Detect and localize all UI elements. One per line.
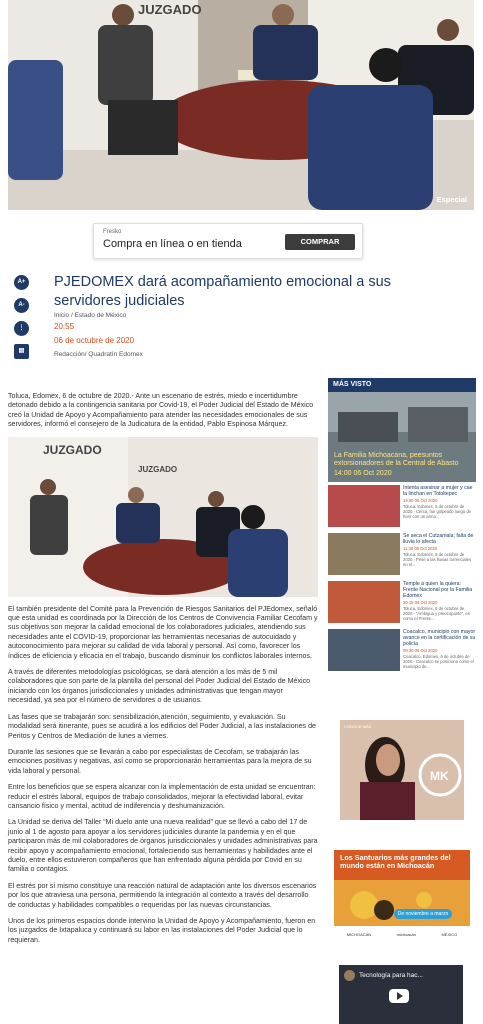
channel-avatar (344, 970, 355, 981)
ad-text: Compra en línea o en tienda (103, 238, 242, 250)
hero-sign: JUZGADO (138, 2, 202, 17)
article-paragraph: A través de diferentes metodologías psicológicas, se dará atención a los más de 5 mil colaboradores que son parte de la plantilla del personal del Poder Judicial del Estado de México iniciando con los órganos jurisdiccionales y unidades administrativas que tengan mayor necesidad, ya sea por el número de servidores o de usuarios. (8, 668, 311, 705)
article-paragraph: Las fases que se trabajarán son: sensibilización,atención, seguimiento, y evaluación. Su modalidad será itinerante, pues se acudirá a los edificios del Poder Judicial, a las instalaciones de Peritos y Centros de Mediación de lunes a viernes. (8, 712, 316, 740)
ad-buy-button[interactable]: COMPRAR (285, 234, 355, 250)
ad-michoacan-button[interactable]: De noviembre a marzo (394, 909, 452, 919)
list-item-summary: Toluca, Edomex, 6 de octubre de 2020.- “Ambigua y preocupante”, es como el Frente... (403, 606, 470, 621)
article-paragraph: El también presidente del Comité para la Prevención de Riesgos Sanitarios del PJEdomex, señaló que esta unidad es coordinada por la Dirección de los Centros de Convivencia Familiar Cecofam y sus objetivos son mejorar la calidad emocional de los colaboradores judiciales, atendiendo sus necesidades ante el COVID-19, proporcionar las herramientas necesarias de autocuidado y autoconocimiento para mejorar su calidad de vida laboral y personal. Así como, favorecer los índices de eficiencia y eficacia en el trabajo, buscando disminuir los conflictos laborales internos. (8, 604, 318, 660)
ad-banner[interactable] (93, 223, 363, 259)
list-item-thumbnail (328, 533, 400, 575)
most-viewed-top-story[interactable] (328, 392, 476, 482)
font-increase-icon[interactable]: A+ (14, 275, 29, 290)
list-item-title[interactable]: Temple a quien la quiera: Frente Nacional por la Familia Edomex (403, 581, 473, 599)
list-item-title[interactable]: Intenta asesinar a mujer y cae la linchan en Totoltepec (403, 485, 473, 497)
more-options-icon[interactable]: ⋮ (14, 321, 29, 336)
article-photo (8, 437, 318, 597)
list-item-title[interactable]: Coacalco, municipio con mayor avance en la certificación de su policía (403, 629, 476, 647)
ad-fashion-image (340, 720, 464, 820)
ad-logo: MICHOACÁN (346, 931, 372, 937)
ad-fashion-label: CONOCE MÁS (344, 724, 372, 729)
article-paragraph: Toluca, Edomex, 6 de octubre de 2020.- Ante un escenario de estrés, miedo e incertidumbre detonado debido a la contingencia sanitaria por Covid-19, el Poder Judicial del Estado de México creó la Unidad de Apoyo y Acompañamiento para atender las necesidades emocionales de sus servidores, informó el consejero de la Judicatura de la entidad, Pablo Espinosa Márquez. (8, 392, 314, 429)
ad-michoacan-logos (334, 926, 470, 942)
article-paragraph: La Unidad se deriva del Taller “Mi duelo ante una nueva realidad” que se llevó a cabo del 17 de junio al 1 de agosto para apoyar a los servidores judiciales durante la pandemia y en el que participaron más de mil colaboradores de órganos jurisdiccionales y unidades administrativas para recibir apoyo y acompañamiento emocional, fortaleciendo sus herramientas y habilidades ante el duelo, entre ellos estuvieron compañeros que han enfrentado alguna pérdida por Covid en su familia o contagios. (8, 818, 318, 874)
ad-logo: michoacán (396, 931, 416, 937)
most-viewed-sidebar (328, 378, 476, 674)
list-item-date: 20:15 06 Oct 2020 (403, 600, 438, 605)
list-item-thumbnail (328, 629, 400, 671)
article-paragraph: El estrés por sí mismo constituye una reacción natural de adaptación ante los diversos escenarios por los que atraviesa una persona, permitiendo la integración al contexto a través del desarrollo de conductas y habilidades compatibles o requeridas por las nuevas circunstancias. (8, 881, 317, 909)
article-paragraph: Durante las sesiones que se llevarán a cabo por especialistas de Cecofam, se trabajarán las emociones positivas y negativas, así como se proporcionarán herramientas para la mejora de su vida laboral y personal. (8, 747, 312, 775)
top-story-time: 14:00 06 Oct 2020 (334, 470, 392, 477)
article-time: 20:55 (54, 322, 75, 331)
breadcrumb[interactable]: Inicio / Estado de México (54, 312, 127, 319)
top-story-title[interactable]: La Familia Michoacana, peesuntos extorsionadores de la Central de Abasto (334, 452, 459, 467)
list-item[interactable] (328, 629, 476, 674)
video-title[interactable]: Tecnología para hac... (359, 972, 423, 979)
article-byline: Redacción/ Quadratín Edomex (54, 351, 143, 358)
most-viewed-heading: MÁS VISTO (328, 378, 476, 392)
photo-sign: JUZGADO (43, 442, 102, 457)
article-photo-illustration (8, 437, 318, 597)
list-item-date: 09:30 06 Oct 2020 (403, 648, 438, 653)
list-item[interactable] (328, 533, 476, 578)
article-body (8, 392, 318, 952)
ad-brand: Fresko (103, 229, 122, 235)
ad-fashion[interactable] (340, 720, 464, 820)
list-item[interactable] (328, 581, 476, 626)
play-icon[interactable] (389, 989, 409, 1003)
list-item-thumbnail (328, 485, 400, 527)
svg-text:MK: MK (430, 769, 449, 783)
article-date: 06 de octubre de 2020 (54, 336, 135, 345)
article-paragraph: Unos de los primeros espacios donde intervino la Unidad de Apoyo y Acompañamiento, fueron en los juzgados de Ixtapaluca y continuará su labor en las instalaciones del Poder Judicial que lo requieran. (8, 917, 316, 944)
photo-sign-small: JUZGADO (138, 464, 178, 474)
article-tools (14, 275, 32, 367)
list-item-date: 19:00 06 Oct 2020 (403, 498, 438, 503)
ad-michoacan-headline: Los Santuarios más grandes del mundo están en Michoacán (340, 853, 451, 870)
ad-michoacan[interactable] (334, 850, 470, 942)
hero-photo (8, 0, 474, 210)
article-paragraph: Entre los beneficios que se espera alcanzar con la implementación de esta unidad se encuentran: reducir el estrés laboral, equipos de trabajo consolidados, mejorar la efectividad laboral, evitar cansancio físico y mental, actitud de indiferencia y deshumanización. (8, 783, 316, 810)
photo-caption: Especial (436, 195, 467, 204)
list-item-summary: Toluca, Edomex, 6 de octubre de 2020.- Cerca, fue golpeado luego de herir con un arma... (403, 504, 471, 519)
ad-logo: MÉXICO (441, 931, 458, 937)
print-icon[interactable]: ▤ (14, 344, 29, 359)
hero-illustration (8, 0, 474, 210)
list-item-title[interactable]: Se seca el Cutzamala; falta de lluvia lo afecta (403, 533, 474, 545)
page-title: PJEDOMEX dará acompañamiento emocional a sus servidores judiciales (54, 274, 391, 309)
top-story-image (328, 392, 476, 482)
list-item[interactable] (328, 485, 476, 530)
list-item-summary: Toluca, Edoméx, 6 de octubre de 2020.- Pese a las lluvias torrenciales en el... (403, 552, 472, 567)
list-item-thumbnail (328, 581, 400, 623)
list-item-summary: Coacalco, Edomex, 6 de octubre de 2020.- Coacalco se posiciona como el municipio de... (403, 654, 474, 669)
list-item-date: 11:30 06 Oct 2020 (403, 546, 438, 551)
video-embed[interactable] (339, 965, 463, 1024)
font-decrease-icon[interactable]: A- (14, 298, 29, 313)
